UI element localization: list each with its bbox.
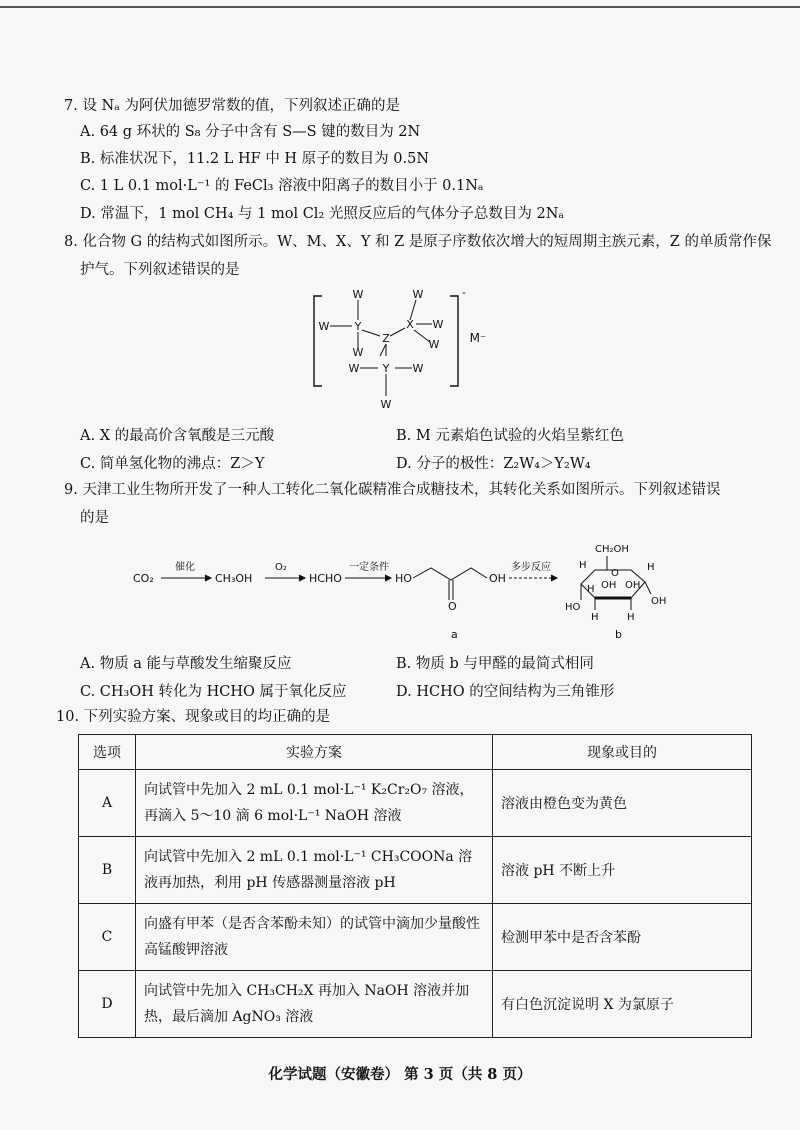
- row-result: 有白色沉淀说明 X 为氯原子: [493, 971, 752, 1038]
- q7-option-d: D. 常温下，1 mol CH₄ 与 1 mol Cl₂ 光照反应后的气体分子总数目为 2Nₐ: [80, 206, 564, 222]
- atom-z: Z: [382, 332, 390, 345]
- plan-line: 向试管中先加入 2 mL 0.1 mol·L⁻¹ CH₃COONa 溶: [144, 849, 473, 865]
- ch3oh-label: CH₃OH: [215, 572, 253, 585]
- header-result: 现象或目的: [493, 735, 752, 770]
- atom-w: W: [380, 398, 392, 411]
- row-plan: [136, 770, 493, 837]
- header-option: 选项: [79, 735, 136, 770]
- atom-w: W: [348, 362, 360, 375]
- row-option: B: [79, 837, 136, 904]
- plan-line: 高锰酸钾溶液: [144, 942, 228, 958]
- q10-experiment-table: [78, 734, 752, 1038]
- hcho-label: HCHO: [309, 572, 342, 585]
- q10-stem: 10. 下列实验方案、现象或目的均正确的是: [56, 709, 331, 725]
- label-a: a: [451, 628, 458, 641]
- q9-option-c: C. CH₃OH 转化为 HCHO 属于氧化反应: [80, 684, 347, 700]
- cond-multistep: 多步反应: [511, 562, 551, 573]
- q8-stem-line1: 8. 化合物 G 的结构式如图所示。W、M、X、Y 和 Z 是原子序数依次增大的短周期主族元素，Z 的单质常作保: [64, 234, 772, 250]
- atom-w: W: [352, 288, 364, 301]
- q9-option-a: A. 物质 a 能与草酸发生缩聚反应: [80, 656, 292, 672]
- b-h: H: [591, 612, 599, 623]
- row-option: D: [79, 971, 136, 1038]
- row-result: 检测甲苯中是否含苯酚: [493, 904, 752, 971]
- q7-option-c: C. 1 L 0.1 mol·L⁻¹ 的 FeCl₃ 溶液中阳离子的数目小于 0.1Nₐ: [80, 178, 484, 194]
- q8-option-d: D. 分子的极性：Z₂W₄＞Y₂W₄: [396, 456, 591, 472]
- label-b: b: [615, 628, 622, 641]
- a-oxygen: O: [448, 600, 457, 613]
- atom-w: W: [432, 318, 444, 331]
- table-row: [79, 971, 752, 1038]
- co2-label: CO₂: [133, 572, 154, 585]
- cond-catalyst: 催化: [175, 562, 195, 573]
- row-result: 溶液由橙色变为黄色: [493, 770, 752, 837]
- row-option: C: [79, 904, 136, 971]
- q7-option-a: A. 64 g 环状的 S₈ 分子中含有 S—S 键的数目为 2N: [80, 124, 421, 140]
- plan-line: 向试管中先加入 CH₃CH₂X 再加入 NaOH 溶液并加: [144, 983, 470, 999]
- a-oh: OH: [489, 572, 506, 585]
- counterion: M⁻: [469, 331, 487, 345]
- q8-option-a: A. X 的最高价含氧酸是三元酸: [80, 428, 275, 444]
- b-oh: OH: [601, 580, 617, 591]
- q9-stem-line2: 的是: [80, 510, 109, 526]
- bracket-charge: -: [462, 286, 466, 299]
- cond-o2: O₂: [275, 562, 287, 573]
- table-row: [79, 770, 752, 837]
- q7-stem: 7. 设 Nₐ 为阿伏加德罗常数的值，下列叙述正确的是: [64, 98, 400, 114]
- atom-w: W: [352, 346, 364, 359]
- q7-option-b: B. 标准状况下，11.2 L HF 中 H 原子的数目为 0.5N: [80, 151, 430, 167]
- q9-option-b: B. 物质 b 与甲醛的最简式相同: [396, 656, 594, 672]
- b-ch2oh: CH₂OH: [595, 544, 629, 555]
- atom-x: X: [406, 318, 414, 331]
- row-option: A: [79, 770, 136, 837]
- q9-stem-line1: 9. 天津工业生物所开发了一种人工转化二氧化碳精准合成糖技术，其转化关系如图所示。下列叙述错误: [64, 482, 721, 498]
- header-plan: 实验方案: [136, 735, 493, 770]
- atom-w: W: [428, 338, 440, 351]
- plan-line: 向盛有甲苯（是否含苯酚未知）的试管中滴加少量酸性: [144, 916, 480, 932]
- b-ho: HO: [565, 602, 581, 613]
- plan-line: 液再加热，利用 pH 传感器测量溶液 pH: [144, 875, 396, 891]
- q9-option-d: D. HCHO 的空间结构为三角锥形: [396, 684, 615, 700]
- b-ring-oxygen: O: [611, 568, 619, 579]
- b-h: H: [579, 560, 587, 571]
- row-plan: [136, 971, 493, 1038]
- q9-reaction-scheme: [125, 530, 695, 648]
- q8-structure-diagram: [300, 284, 500, 414]
- row-plan: [136, 904, 493, 971]
- cond-certain: 一定条件: [349, 562, 389, 573]
- b-oh: OH: [625, 580, 641, 591]
- q8-stem-line2: 护气。下列叙述错误的是: [80, 262, 240, 278]
- table-row: [79, 837, 752, 904]
- atom-y: Y: [382, 362, 390, 375]
- a-ho: HO: [395, 572, 412, 585]
- b-h: H: [627, 612, 635, 623]
- atom-w: W: [318, 320, 330, 333]
- plan-line: 向试管中先加入 2 mL 0.1 mol·L⁻¹ K₂Cr₂O₇ 溶液，: [144, 782, 474, 798]
- top-border-line: [0, 6, 800, 8]
- b-h: H: [647, 562, 655, 573]
- q8-option-c: C. 简单氢化物的沸点：Z＞Y: [80, 456, 265, 472]
- atom-w: W: [412, 288, 424, 301]
- b-h: H: [587, 584, 595, 595]
- table-header-row: [79, 735, 752, 770]
- atom-w: W: [412, 362, 424, 375]
- page-footer: 化学试题（安徽卷） 第 3 页（共 8 页）: [268, 1066, 532, 1083]
- b-oh: OH: [651, 596, 667, 607]
- atom-y: Y: [354, 320, 362, 333]
- plan-line: 热，最后滴加 AgNO₃ 溶液: [144, 1009, 314, 1025]
- row-plan: [136, 837, 493, 904]
- q8-option-b: B. M 元素焰色试验的火焰呈紫红色: [396, 428, 624, 444]
- row-result: 溶液 pH 不断上升: [493, 837, 752, 904]
- plan-line: 再滴入 5～10 滴 6 mol·L⁻¹ NaOH 溶液: [144, 808, 402, 824]
- table-row: [79, 904, 752, 971]
